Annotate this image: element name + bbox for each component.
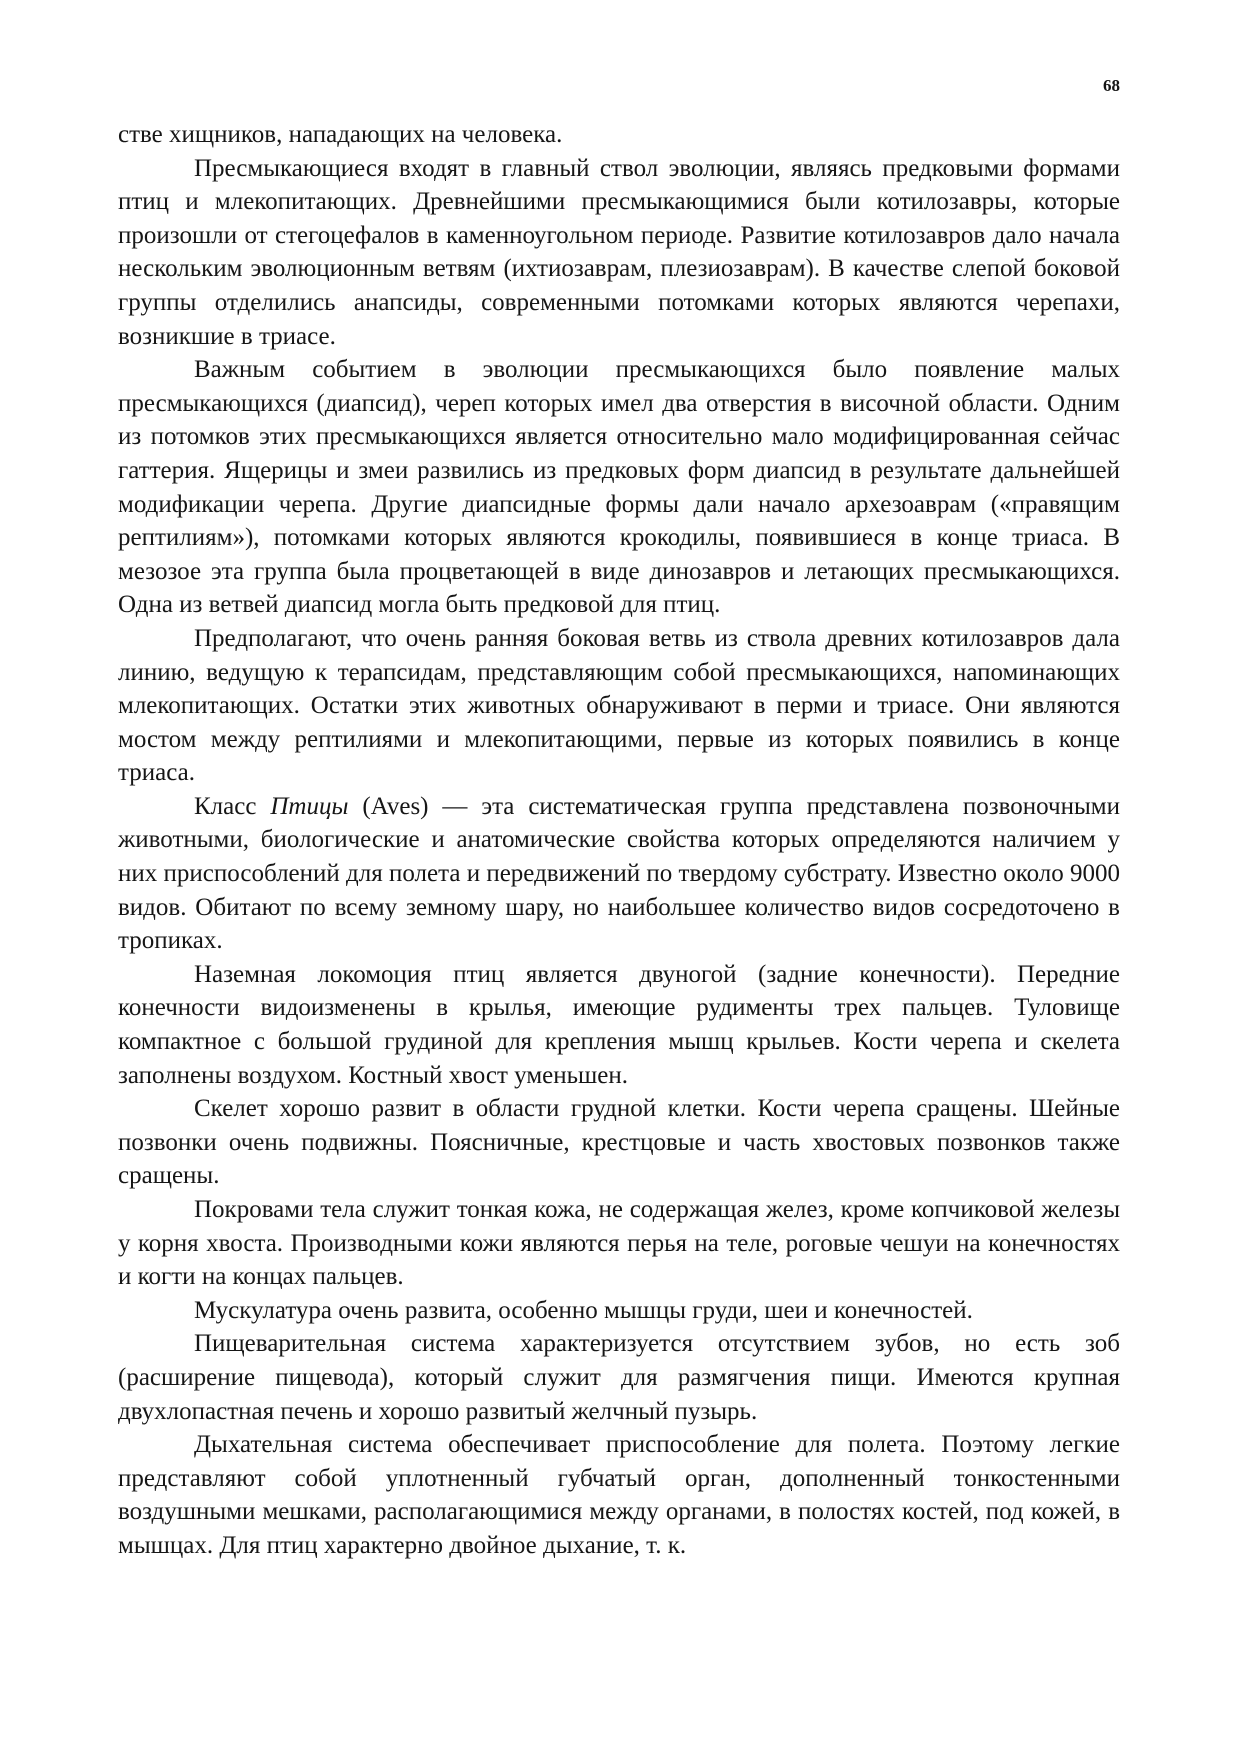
paragraph-locomotion: Наземная локомоция птиц является двуногой (задние конечности). Передние конечности видоизменены в крылья, имеющие рудименты трех пальцев. Туловище компактное с большой грудиной для крепления мышц крыльев. Кости черепа и скелета заполнены воздухом. Костный хвост уменьшен. bbox=[118, 960, 1120, 1089]
paragraph-respiratory-system: Дыхательная система обеспечивает приспособление для полета. Поэтому легкие представляют собой уплотненный губчатый орган, дополненный тонкостенными воздушными мешками, располагающимися между органами, в полостях костей, под кожей, в мышцах. Для птиц характерно двойное дыхание, т. к. bbox=[118, 1431, 1120, 1559]
paragraph-continuation: стве хищников, нападающих на человека. bbox=[118, 121, 563, 148]
class-birds-description: (Aves) — эта систематическая группа представлена позвоночными животными, биологические и анатомические свойства которых определяются наличием у них приспособлений для полета и передвижений по твердому субстрату. Известно около 9000 видов. Обитают по всему земному шару, но наибольшее количество видов сосредоточено в тропиках. bbox=[118, 792, 1120, 955]
text-body bbox=[118, 118, 1120, 1563]
paragraph-therapsids: Предполагают, что очень ранняя боковая ветвь из ствола древних котилозавров дала линию, ведущую к терапсидам, представляющим собой пресмыкающихся, напоминающих млекопитающих. Остатки этих животных обнаруживают в перми и триасе. Они являются мостом между рептилиями и млекопитающими, первые из которых появились в конце триаса. bbox=[118, 624, 1120, 787]
paragraph-skin: Покровами тела служит тонкая кожа, не содержащая желез, кроме копчиковой железы у корня хвоста. Производными кожи являются перья на теле, роговые чешуи на конечностях и когти на концах пальцев. bbox=[118, 1196, 1120, 1291]
paragraph-reptile-evolution: Пресмыкающиеся входят в главный ствол эволюции, являясь предковыми формами птиц и млекопитающих. Древнейшими пресмыкающимися были котилозавры, которые произошли от стегоцефалов в каменноугольном периоде. Развитие котилозавров дало начала нескольким эволюционным ветвям (ихтиозаврам, плезиозаврам). В качестве слепой боковой группы отделились анапсиды, современными потомками которых являются черепахи, возникшие в триасе. bbox=[118, 154, 1120, 350]
paragraph-diapsids: Важным событием в эволюции пресмыкающихся было появление малых пресмыкающихся (диапсид), череп которых имел два отверстия в височной области. Одним из потомков этих пресмыкающихся является относительно мало модифицированная сейчас гаттерия. Ящерицы и змеи развились из предковых форм диапсид в результате дальнейшей модификации черепа. Другие диапсидные формы дали начало архезоаврам («правящим рептилиям»), потомками которых являются крокодилы, появившиеся в конце триаса. В мезозое эта группа была процветающей в виде динозавров и летающих пресмыкающихся. Одна из ветвей диапсид могла быть предковой для птиц. bbox=[118, 356, 1120, 619]
class-birds-name: Птицы bbox=[270, 792, 349, 820]
paragraph-digestive-system: Пищеварительная система характеризуется отсутствием зубов, но есть зоб (расширение пищевода), который служит для размягчения пищи. Имеются крупная двухлопастная печень и хорошо развитый желчный пузырь. bbox=[118, 1330, 1120, 1425]
page-number: 68 bbox=[1103, 76, 1120, 95]
paragraph-skeleton: Скелет хорошо развит в области грудной клетки. Кости черепа сращены. Шейные позвонки очень подвижны. Поясничные, крестцовые и часть хвостовых позвонков также сращены. bbox=[118, 1095, 1120, 1190]
paragraph-muscles: Мускулатура очень развита, особенно мышцы груди, шеи и конечностей. bbox=[194, 1296, 973, 1324]
paragraph-class-birds bbox=[118, 790, 1120, 958]
class-birds-prefix: Класс bbox=[194, 792, 271, 820]
